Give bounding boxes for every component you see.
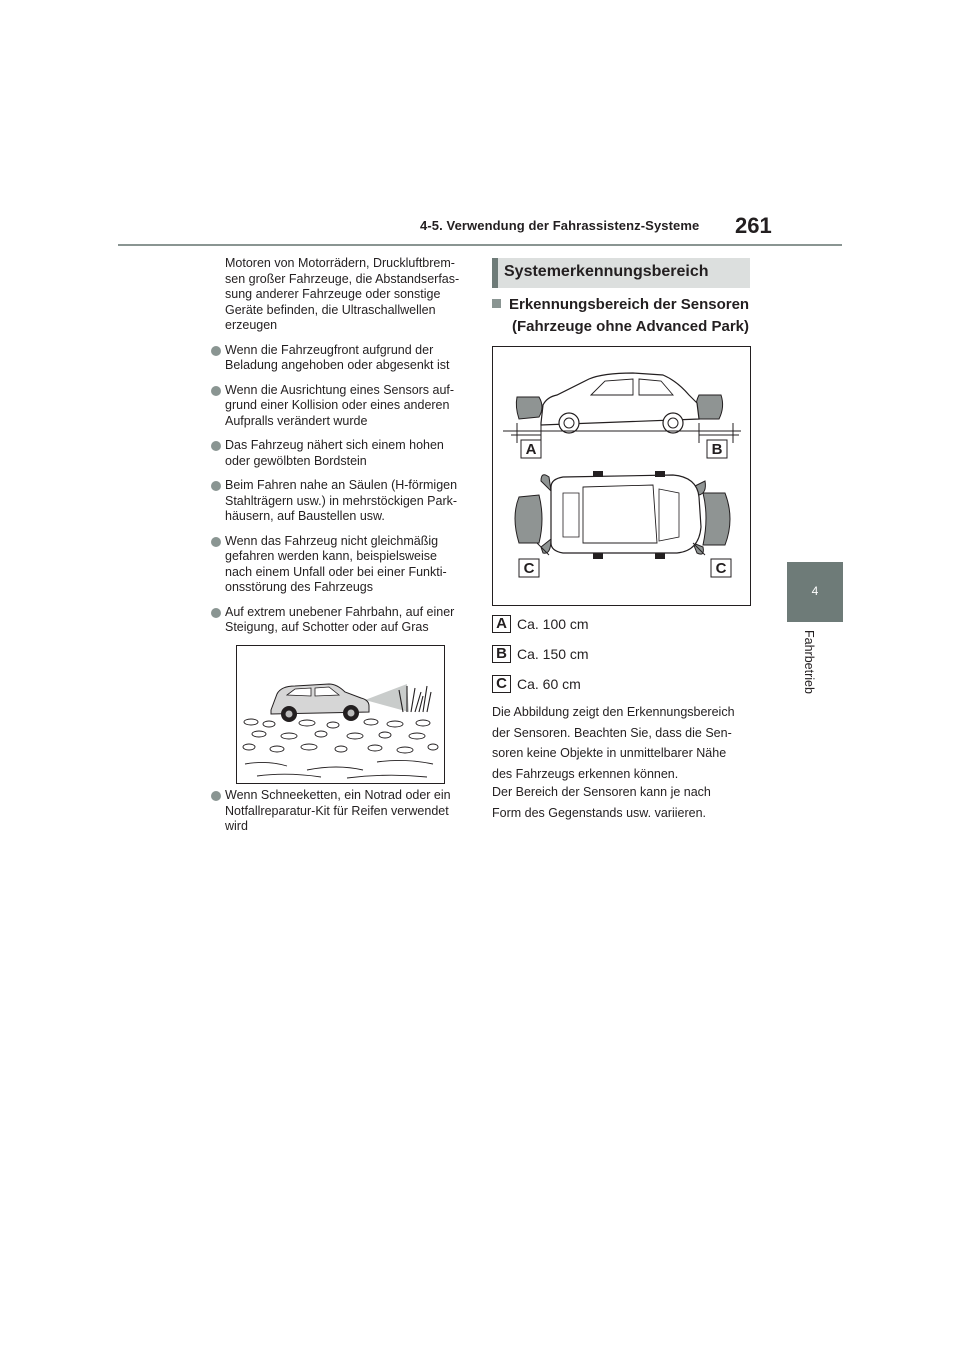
text-line: onsstörung des Fahrzeugs	[225, 580, 374, 594]
text-line: wird	[225, 819, 248, 833]
bullet-item	[211, 788, 476, 835]
text-line: Beladung angehoben oder abgesenkt ist	[225, 358, 450, 372]
legend-key-b: B	[492, 645, 511, 663]
label-a: A	[525, 441, 537, 458]
bullet-item	[211, 383, 476, 430]
legend-row-a	[492, 615, 589, 633]
text-line: sen großer Fahrzeuge, die Abstandserfas-	[225, 271, 460, 286]
text-line: Steigung, auf Schotter oder auf Gras	[225, 620, 429, 634]
text-line: Auf extrem unebener Fahrbahn, auf einer	[225, 604, 455, 619]
text-line: gefahren werden kann, beispielsweise	[225, 549, 437, 563]
text-line: Form des Gegenstands usw. variieren.	[492, 805, 706, 820]
label-c-left: C	[523, 560, 535, 577]
left-column	[211, 256, 476, 636]
text-line: Beim Fahren nahe an Säulen (H-förmigen	[225, 478, 458, 492]
suv-on-rough-ground-image	[237, 646, 444, 783]
page-number: 261	[735, 213, 772, 238]
bullet-icon	[211, 608, 221, 618]
sensor-range-diagram	[492, 346, 751, 606]
text-line: Wenn die Ausrichtung eines Sensors auf-	[225, 382, 455, 397]
text-line: Wenn Schneeketten, ein Notrad oder ein	[225, 788, 451, 802]
text-line: soren keine Objekte in unmittelbarer Nähe	[492, 746, 727, 760]
header-rule	[118, 244, 842, 246]
text-line: des Fahrzeugs erkennen können.	[492, 766, 679, 781]
intro-continuation	[211, 256, 476, 334]
text-line: erzeugen	[225, 318, 278, 332]
text-line: Aufpralls verändert wurde	[225, 413, 368, 428]
legend-text-a: Ca. 100 cm	[517, 616, 589, 632]
text-line: Wenn das Fahrzeug nicht gleichmäßig	[225, 533, 439, 548]
text-line: grund einer Kollision oder eines anderen	[225, 398, 450, 412]
sub-heading-line: (Fahrzeuge ohne Advanced Park)	[512, 318, 749, 335]
legend-key-c: C	[492, 675, 511, 693]
chapter-tab-number: 4	[811, 584, 819, 598]
bullet-icon	[211, 386, 221, 396]
legend-row-b	[492, 645, 589, 663]
text-line: nach einem Unfall oder bei einer Funkti-	[225, 564, 447, 579]
bullet-icon	[211, 346, 221, 356]
legend-text-b: Ca. 150 cm	[517, 646, 589, 662]
bullet-icon	[211, 481, 221, 491]
section-heading-bar	[492, 258, 498, 288]
text-line: häusern, auf Baustellen usw.	[225, 509, 385, 523]
description-paragraph-1	[492, 702, 754, 784]
section-heading-band	[492, 258, 750, 288]
bullet-icon	[211, 537, 221, 547]
label-b: B	[711, 441, 723, 458]
text-line: Der Bereich der Sensoren kann je nach	[492, 785, 711, 799]
text-line: der Sensoren. Beachten Sie, dass die Sen-	[492, 725, 732, 740]
text-line: Stahlträgern usw.) in mehrstöckigen Park-	[225, 493, 458, 508]
sub-heading	[492, 294, 754, 338]
legend-row-c	[492, 675, 581, 693]
bullet-icon	[211, 791, 221, 801]
legend-key-a: A	[492, 615, 511, 633]
bullet-item	[211, 605, 476, 636]
text-line: oder gewölbten Bordstein	[225, 453, 367, 468]
text-line: Notfallreparatur-Kit für Reifen verwendet	[225, 803, 449, 818]
text-line: Motoren von Motorrädern, Druckluftbrem-	[225, 256, 455, 270]
text-line: Das Fahrzeug nähert sich einem hohen	[225, 438, 444, 452]
bullet-item	[211, 478, 476, 525]
section-title: Systemerkennungsbereich	[504, 263, 709, 280]
bullet-item	[211, 534, 476, 596]
bullet-item	[211, 438, 476, 469]
rough-terrain-illustration	[236, 645, 445, 784]
sensor-range-image	[493, 347, 750, 605]
sub-heading-line: Erkennungsbereich der Sensoren	[509, 296, 750, 313]
text-line: Die Abbildung zeigt den Erkennungsbereich	[492, 705, 735, 719]
text-line: Wenn die Fahrzeugfront aufgrund der	[225, 342, 434, 357]
label-c-right: C	[715, 560, 727, 577]
bullet-icon	[211, 441, 221, 451]
chapter-tab-label: Fahrbetrieb	[802, 630, 816, 694]
header-section-title: 4-5. Verwendung der Fahrassistenz-Systeme	[420, 218, 700, 233]
chapter-tab[interactable]	[787, 562, 843, 622]
bullet-item	[211, 343, 476, 374]
text-line: Geräte befinden, die Ultraschallwellen	[225, 302, 436, 317]
text-line: sung anderer Fahrzeuge oder sonstige	[225, 287, 441, 301]
description-paragraph-2	[492, 782, 754, 823]
square-bullet-icon	[492, 299, 501, 308]
legend-text-c: Ca. 60 cm	[517, 676, 581, 692]
